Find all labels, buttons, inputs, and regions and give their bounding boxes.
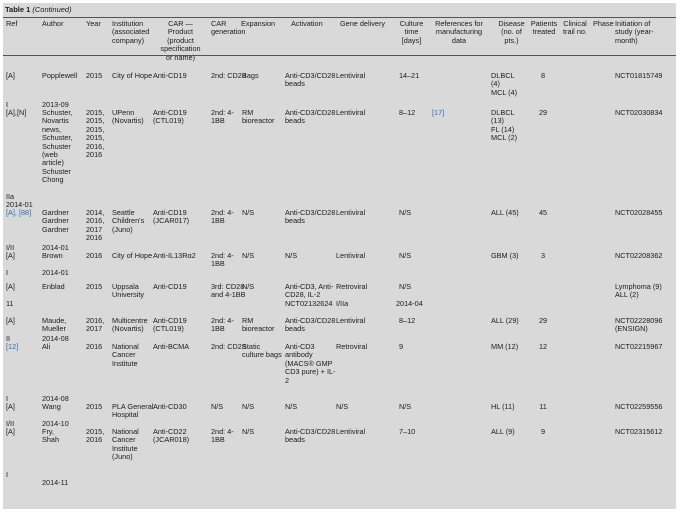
cell-generation: 2nd: 4- 1BB	[211, 316, 234, 334]
cell-author: Brown	[42, 251, 63, 260]
cell-activation: N/S	[285, 251, 298, 260]
cell-expansion: N/S	[242, 251, 255, 260]
cell-ref: [A]	[6, 316, 15, 325]
cell-initiation: 2014-01	[6, 200, 33, 209]
cell-trial: NCT02228096 (ENSIGN)	[615, 316, 663, 334]
cell-generation: N/S	[211, 402, 224, 411]
cell-gene-delivery: N/S	[336, 402, 349, 411]
cell-expansion: N/S	[242, 208, 255, 217]
cell-disease: ALL (45)	[491, 208, 519, 217]
cell-institution: City of Hope	[112, 71, 153, 80]
cell-trial: NCT02208362	[615, 251, 663, 260]
cell-gene-delivery: Lentiviral	[336, 108, 366, 117]
header-disease: Disease (no. of pts.)	[498, 19, 525, 45]
cell-author: Schuster, Novartis news, Schuster, Schuster (web article) Schuster Chong	[42, 108, 73, 185]
cell-phase: IIa	[6, 192, 15, 201]
header-phase: Phase	[593, 19, 614, 28]
cell-year: 2016	[86, 251, 103, 260]
table-top-rule	[3, 17, 676, 18]
cell-culture-time: 14–21	[399, 71, 420, 80]
cell-product: Anti-BCMA	[153, 342, 190, 351]
cell-trial: NCT02028455	[615, 208, 663, 217]
cell-culture-time: N/S	[399, 208, 412, 217]
cell-phase: I/IIa	[336, 299, 349, 308]
cell-ref: [A]	[6, 71, 15, 80]
cell-activation: Anti-CD3/CD28 beads	[285, 108, 336, 126]
header-year: Year	[86, 19, 101, 28]
cell-culture-time: N/S	[399, 251, 412, 260]
cell-phase: I	[6, 268, 9, 277]
cell-institution: Multicentre (Novartis)	[112, 316, 148, 334]
cell-trial: NCT02315612	[615, 427, 663, 436]
cell-ref: [A],[N]	[6, 108, 27, 117]
header-car-generation: CAR generation	[211, 19, 246, 37]
cell-generation: 2nd: 4- 1BB	[211, 251, 234, 269]
cell-expansion: N/S	[242, 427, 255, 436]
cell-generation: 2nd: CD28	[211, 342, 246, 351]
cell-patients: 3	[540, 251, 546, 260]
cell-disease: MM (12)	[491, 342, 519, 351]
cell-year: 2015	[86, 282, 103, 291]
cell-product: Anti-CD19 (JCAR017)	[153, 208, 190, 226]
cell-patients: 12	[538, 342, 548, 351]
cell-author: Enblad	[42, 282, 65, 291]
cell-institution: National Cancer Institute (Juno)	[112, 427, 139, 462]
cell-gene-delivery: Lentiviral	[336, 316, 366, 325]
cell-product: Anti-CD19 (CTL019)	[153, 108, 187, 126]
cell-disease: ALL (9)	[491, 427, 515, 436]
cell-culture-time: 8–12	[399, 316, 416, 325]
cell-disease: ALL (29)	[491, 316, 519, 325]
cell-initiation: 2014-08	[42, 394, 69, 403]
cell-year: 2015	[86, 402, 103, 411]
cell-patients: 29	[538, 108, 548, 117]
cell-year: 2015	[86, 71, 103, 80]
cell-initiation: 2013-09	[42, 100, 69, 109]
header-institution: Institution (associated company)	[112, 19, 150, 45]
cell-year: 2016, 2017	[86, 316, 105, 334]
cell-expansion: Bags	[242, 71, 259, 80]
header-initiation: Initiation of study (year- month)	[615, 19, 654, 45]
header-patients-treated: Patients treated	[530, 19, 558, 37]
header-expansion: Expansion	[241, 19, 276, 28]
cell-patients: 11	[539, 402, 547, 411]
table-header-rule	[3, 55, 676, 56]
cell-generation: 2nd: 4- 1BB	[211, 108, 234, 126]
cell-culture-time: N/S	[399, 282, 412, 291]
cell-gene-delivery: Retroviral	[336, 342, 368, 351]
cell-ref[interactable]: [12]	[6, 342, 19, 351]
header-car-product: CAR — Product (product specification or name)	[160, 19, 201, 62]
cell-disease: DLBCL (13) FL (14) MCL (2)	[491, 108, 518, 143]
cell-activation: Anti-CD3/CD28 beads	[285, 208, 336, 226]
cell-initiation: 2014-01	[42, 268, 69, 277]
table-caption: Table 1 (Continued)	[5, 5, 72, 14]
cell-institution: Uppsala University	[112, 282, 145, 300]
header-gene-delivery: Gene delivery	[340, 19, 386, 28]
cell-expansion: N/S	[242, 402, 255, 411]
header-culture-time: Culture time [days]	[399, 19, 424, 45]
cell-institution: Seattle Children's (Juno)	[112, 208, 145, 234]
cell-ref[interactable]: [A], [88]	[6, 208, 32, 217]
cell-generation: 2nd: CD28	[211, 71, 246, 80]
cell-phase: I/II	[6, 419, 15, 428]
cell-author: Ali	[42, 342, 51, 351]
cell-product: Anti-IL13Rα2	[153, 251, 196, 260]
cell-initiation: 2014-01	[42, 243, 69, 252]
cell-product: Anti-CD19	[153, 282, 187, 291]
cell-disease: Lymphoma (9) ALL (2)	[615, 282, 662, 300]
cell-generation: 2nd: 4- 1BB	[211, 427, 234, 445]
cell-patients: 8	[540, 71, 546, 80]
cell-initiation: 2014-08	[42, 334, 69, 343]
cell-phase: I	[6, 470, 9, 479]
cell-author: Popplewell	[42, 71, 78, 80]
cell-trial: NCT02132624	[285, 299, 333, 308]
cell-trial: NCT02215967	[615, 342, 663, 351]
cell-phase: I	[6, 394, 9, 403]
header-references-manufacturing: References for manufacturing data	[435, 19, 483, 45]
cell-disease: GBM (3)	[491, 251, 519, 260]
cell-ref: [A]	[6, 251, 15, 260]
cell-trial: NCT02259556	[615, 402, 663, 411]
cell-product: Anti-CD30	[153, 402, 187, 411]
cell-activation: Anti-CD3/CD28 beads	[285, 316, 336, 334]
cell-culture-time: N/S	[399, 402, 412, 411]
cell-product: Anti-CD19 (CTL019)	[153, 316, 187, 334]
table-sheet	[3, 3, 676, 509]
header-clinical-trial: Clinical trail no.	[563, 19, 587, 37]
cell-expansion: Static culture bags	[242, 342, 282, 360]
cell-year: 2015, 2015, 2015, 2015, 2016, 2016	[86, 108, 105, 160]
cell-year: 2014, 2016, 2017 2016	[86, 208, 105, 243]
cell-gene-delivery: Retroviral	[336, 282, 368, 291]
cell-author: Fry, Shah	[42, 427, 60, 445]
cell-gene-delivery: Lentiviral	[336, 71, 366, 80]
cell-activation: Anti-CD3/CD28 beads	[285, 71, 336, 89]
cell-ref: [A]	[6, 402, 15, 411]
cell-author: Wang	[42, 402, 61, 411]
cell-activation: Anti-CD3 antibody (MACS® GMP CD3 pure) + IL- 2	[285, 342, 336, 385]
cell-culture-time: 7–10	[399, 427, 416, 436]
cell-year: 2015, 2016	[86, 427, 105, 445]
cell-institution: PLA General Hospital	[112, 402, 154, 420]
cell-activation: N/S	[285, 402, 298, 411]
cell-ref: [A]	[6, 282, 15, 291]
cell-gene-delivery: Lentiviral	[336, 208, 366, 217]
cell-product: Anti-CD19	[153, 71, 187, 80]
cell-gene-delivery: Lentiviral	[336, 251, 366, 260]
cell-disease: DLBCL (4) MCL (4)	[491, 71, 518, 97]
cell-patients: 11	[6, 299, 14, 308]
cell-product: Anti-CD22 (JCAR018)	[153, 427, 190, 445]
header-activation: Activation	[291, 19, 323, 28]
header-author: Author	[42, 19, 64, 28]
cell-generation: 3rd: CD28 and 4-1BB	[211, 282, 246, 300]
cell-disease: HL (11)	[491, 402, 515, 411]
cell-patients: 29	[538, 316, 548, 325]
cell-institution: City of Hope	[112, 251, 153, 260]
cell-activation: Anti-CD3/CD28 beads	[285, 427, 336, 445]
cell-phase: II	[6, 334, 11, 343]
cell-initiation: 2014-04	[396, 299, 423, 308]
cell-culture-time: 8–12	[399, 108, 416, 117]
cell-year: 2016	[86, 342, 103, 351]
cell-phase: I	[6, 100, 9, 109]
cell-reference[interactable]: [17]	[432, 108, 445, 117]
cell-generation: 2nd: 4- 1BB	[211, 208, 234, 226]
cell-expansion: RM bioreactor	[242, 316, 275, 334]
cell-ref: [A]	[6, 427, 15, 436]
cell-trial: NCT01815749	[615, 71, 663, 80]
cell-patients: 9	[540, 427, 546, 436]
cell-activation: Anti-CD3, Anti- CD28, IL-2	[285, 282, 334, 300]
cell-initiation: 2014-11	[42, 478, 69, 487]
cell-culture-time: 9	[399, 342, 404, 351]
cell-expansion: RM bioreactor	[242, 108, 275, 126]
cell-author: Maude, Mueller	[42, 316, 67, 334]
cell-phase: I/II	[6, 243, 15, 252]
cell-patients: 45	[538, 208, 548, 217]
cell-trial: NCT02030834	[615, 108, 663, 117]
cell-initiation: 2014-10	[42, 419, 69, 428]
cell-expansion: N/S	[242, 282, 255, 291]
header-ref: Ref	[6, 19, 18, 28]
cell-institution: UPenn (Novartis)	[112, 108, 144, 126]
cell-institution: National Cancer Institute	[112, 342, 139, 368]
cell-gene-delivery: Lentiviral	[336, 427, 366, 436]
cell-author: Gardner Gardner Gardner	[42, 208, 69, 234]
